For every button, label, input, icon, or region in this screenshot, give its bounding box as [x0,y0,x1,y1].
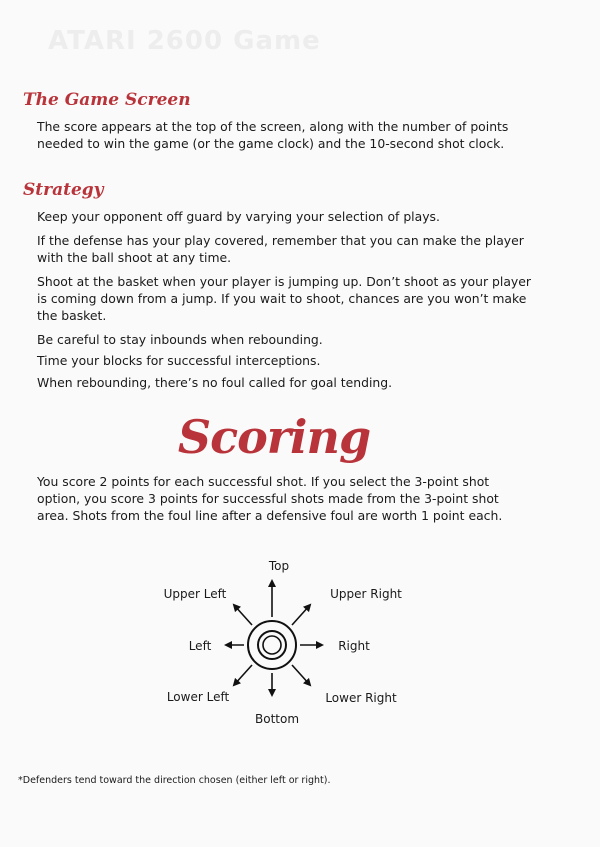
strategy-tip: Shoot at the basket when your player is jumping up. Don’t shoot as your player is coming down from a jump. If you wait to shoot, chances are you won’t make the basket. [37,274,531,323]
strategy-tip: Keep your opponent off guard by varying your selection of plays. [37,209,440,224]
label-bottom: Bottom [254,712,300,726]
label-left: Left [188,639,212,653]
scoring-heading: Scoring [177,410,371,464]
footnote: *Defenders tend toward the direction chosen (either left or right). [18,775,331,786]
label-right: Right [338,639,370,653]
ghost-header-title: ATARI 2600 Game [48,26,321,56]
game-screen-text: The score appears at the top of the screen, along with the number of points needed to win the game (or the game clock) and the 10-second shot clock. [37,119,509,151]
label-lower-left: Lower Left [166,690,230,704]
strategy-tip: Be careful to stay inbounds when rebounding. [37,332,323,347]
game-screen-heading: The Game Screen [23,90,191,110]
scoring-text: You score 2 points for each successful shot. If you select the 3-point shot option, you score 3 points for successful shots made from the 3-point shot area. Shots from the foul line after a defensive foul are worth 1 point each. [37,474,503,523]
shot-direction-diagram [150,555,420,735]
label-upper-left: Upper Left [163,587,227,601]
strategy-tip: When rebounding, there’s no foul called for goal tending. [37,375,393,390]
strategy-tip: Time your blocks for successful interceptions. [37,353,321,368]
label-lower-right: Lower Right [325,691,397,705]
label-top: Top [268,559,290,573]
strategy-heading: Strategy [23,180,104,200]
label-upper-right: Upper Right [330,587,402,601]
strategy-tip: If the defense has your play covered, remember that you can make the player with the ball shoot at any time. [37,233,524,265]
